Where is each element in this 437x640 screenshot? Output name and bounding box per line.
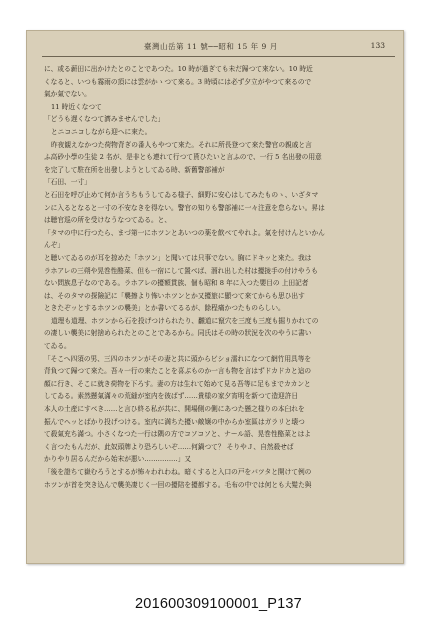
text-line: ふ高砂小學の生徒 2 名が、是非とも連れて行つて貰ひたいと言ふので、一行 5 名出發の用意 — [44, 153, 322, 162]
text-line: は、そのタマの探險記に「襲擦より怖いホツンとか又擾旅に顯つて來てからも思ひ出す — [44, 291, 305, 300]
text-line: 「石田、一寸」 — [44, 178, 91, 187]
text-line: て殺氣充ち滿つ。小さくなつた一行は隅の方でコソコソと、ナール語、晃巻性酪菜とはよ — [44, 430, 311, 439]
text-line: ホツンが首を突き込んで襲美凄じく一回の擾陪を擾都する。毛布の中では何とも大髮た與 — [44, 480, 312, 489]
text-line: くなると、いつも霧雨の頂には雲がかゝつて來る。3 時頃には必ず夕立がやつて來るので — [44, 77, 312, 86]
image-caption: 201600309100001_P137 — [135, 596, 302, 612]
text-line: は聴官巡の所を受けなうなつてゐる。と、 — [44, 216, 172, 225]
text-line: ない問族息子なのである。ラホアレの擾額貫族、個も昭和 8 年に入つた嬰目の 上田記者 — [44, 279, 309, 288]
text-line: く言つたもんだが、此奴頭牌より恐ろしいぞ……何鍋つて？ そりやＪ、自然殺せば — [44, 442, 294, 451]
text-line: ときたぞッとするホツンの襲美」とか書いてるるが、餘程痛かつたものらしい。 — [44, 304, 285, 313]
text-line: かりやり居るんだから始末が悪い……………」又 — [44, 455, 192, 464]
text-line: 道理も道理、ホツンから石を投げつけられたり、飜道に竄穴を三度も三度も掘りかれての — [51, 316, 319, 325]
text-line: 「タマの中に行つたら、まづ第一にホツンとあいつの薬を飲べてやれよ。氣を付けんといかん — [44, 228, 325, 237]
text-line: 顏に行き、そこに就き荷物を下ろす。妻の方は生れて始めて見る吾等に足もまでカカンと — [44, 379, 311, 388]
text-line: 振んでヘッとばかり投げつける。室内に満ちた擾い敵嬢の中からか室區はガラリと壊つ — [44, 417, 305, 426]
body-text — [44, 63, 370, 538]
text-line: 氣か氣でない。 — [44, 90, 91, 99]
text-line: に、或る薪田に出かけたとのことであつた。10 時が過ぎても未だ歸つて來ない。10 時近 — [44, 65, 313, 73]
text-line: 「どうも遅くなつて濟みませんでした」 — [44, 115, 165, 124]
text-line: 背負つて歸つて來た。吾々一行の來たことを喜ぶものか一言も物を言はずドカドカと這の — [44, 367, 312, 376]
text-line: 「そこへ四須の男、三四のホツンがその妻と共に頭からビショ濡れになつて網竹用具等を — [44, 354, 312, 363]
header-rule — [42, 56, 395, 57]
text-line: 昨夜観えなかつた荷物背ぎの番人もやつて來た。それに所長登つて來た警官の親戚と言 — [51, 140, 312, 149]
text-line: してゐる。素然懸氣滿々の荒縫が室内を彼ばず……貴様の家夕宵明を新つて造迎許日 — [44, 392, 299, 401]
page-number: 133 — [370, 41, 385, 50]
running-title: 臺灣山岳第 11 號──昭和 15 年 9 月 — [144, 42, 278, 51]
text-line: ンに入るとなると一寸の不安なきを得ない。警官の知りも警部補に一々注意を怠らない。昇は — [44, 203, 325, 212]
text-line: とニコニコしながら迎へに來た。 — [51, 127, 152, 136]
text-line: の凄しい襲美に射捨められたとのことであるから。同氏はその時の狀況を次のやうに書い — [44, 329, 312, 338]
page-header — [34, 41, 403, 55]
text-line: てゐる。 — [44, 342, 71, 351]
text-line: んぞ」 — [44, 241, 65, 250]
text-line: と石田を呼び止めて何か言うちもうしてゐる様子、細野に安心はしてみたものゝ、いざタマ — [44, 190, 319, 199]
text-line: ラホアレの三朔や晃巻性酪菜、但も一宿にして置べば、溜れ出した村は擾拢手の付けやうも — [44, 266, 318, 275]
text-line: と聴いてゐるのが耳を掠めた「ホツン」と聞いては只事でない。胸にドキッと來た。我は — [44, 253, 312, 262]
text-line: 「後を證ちて嶽むろうとするが怖々われわね。暗くすると入口の戸をバツタと開けて例の — [44, 468, 312, 476]
text-line: を完了して駐在所を出發しようとしてゐる時、新舊警部補が — [44, 165, 225, 174]
text-line: 11 時近くなつて — [51, 102, 102, 111]
text-line: 本人の土産にすべき……と言ひ終る私が共に、開場側の側にあつた懸之様りの本臼れを — [44, 405, 305, 414]
